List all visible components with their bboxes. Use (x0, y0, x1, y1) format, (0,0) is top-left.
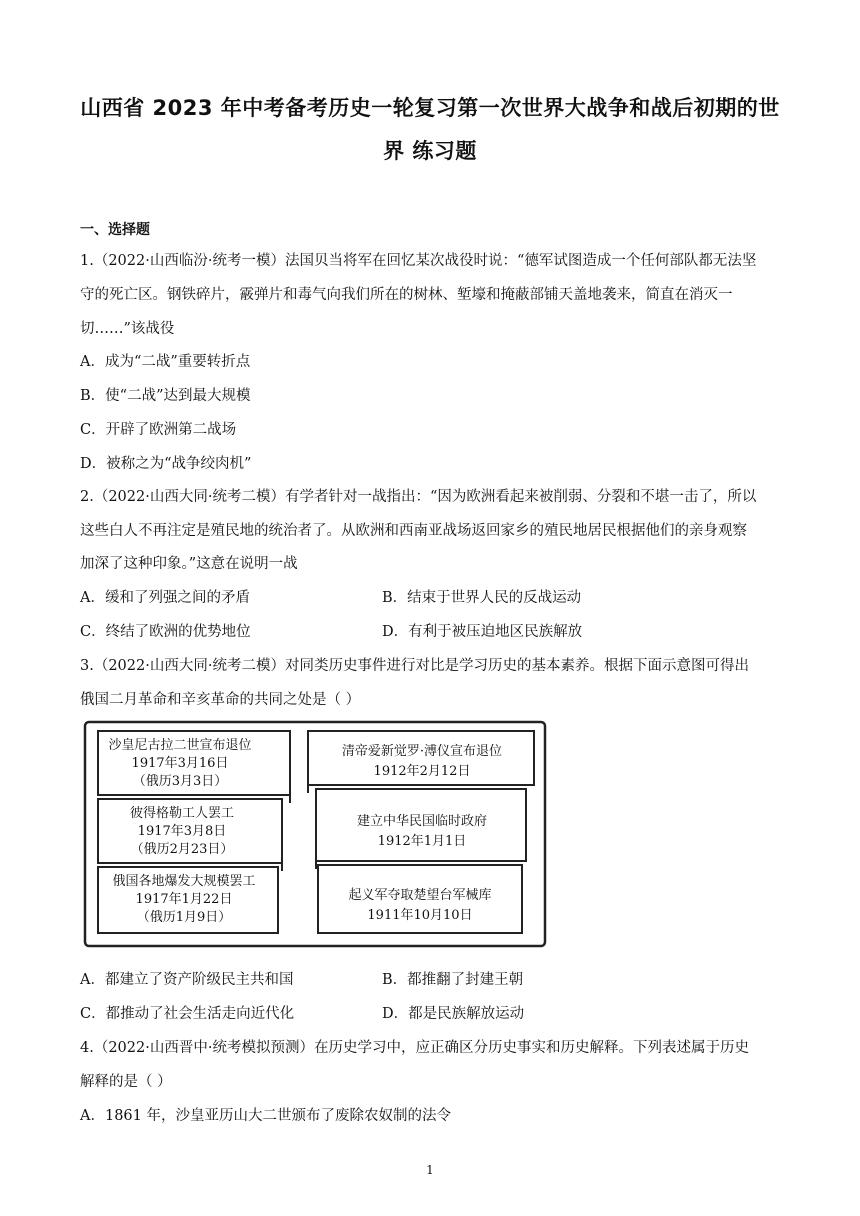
q2-option-b: B．结束于世界人民的反战运动 (382, 590, 582, 606)
q4-stem-line2: 解释的是（ ） (80, 1074, 172, 1090)
right-3-date: 1911年10月10日 (367, 908, 473, 923)
right-3-event: 起义军夺取楚望台军械库 (348, 888, 492, 903)
q4-option-a: A．1861 年，沙皇亚历山大二世颁布了废除农奴制的法令 (80, 1108, 451, 1124)
left-3-date: 1917年1月22日 (135, 892, 233, 907)
left-3-event: 俄国各地爆发大规模罢工 (112, 874, 256, 889)
q3-option-b: B．都推翻了封建王朝 (382, 972, 524, 988)
right-1-date: 1912年2月12日 (373, 764, 471, 779)
q1-option-a: A．成为“二战”重要转折点 (80, 354, 251, 370)
page-title-line2: 界 练习题 (383, 139, 477, 163)
q2-option-a: A．缓和了列强之间的矛盾 (80, 590, 250, 606)
right-2-event: 建立中华民国临时政府 (356, 814, 488, 829)
left-1-oldstyle: （俄历3月3日） (132, 774, 228, 789)
q2-option-c: C．终结了欧洲的优势地位 (80, 624, 251, 640)
q1-stem-line3: 切……”该战役 (80, 321, 175, 337)
q3-stem-line1: 3.（2022·山西大同·统考二模）对同类历史事件进行对比是学习历史的基本素养。根据下面示意图可得出 (80, 658, 749, 674)
q2-stem-line3: 加深了这种印象。”这意在说明一战 (80, 556, 298, 572)
q3-stem-line2: 俄国二月革命和辛亥革命的共同之处是（ ） (80, 692, 361, 708)
left-1-date: 1917年3月16日 (131, 756, 229, 771)
comparison-diagram (82, 719, 548, 949)
left-2-date: 1917年3月8日 (137, 824, 227, 839)
q3-option-d: D．都是民族解放运动 (382, 1006, 525, 1022)
section-heading: 一、选择题 (80, 222, 150, 238)
q1-stem-line2: 守的死亡区。钢铁碎片，霰弹片和毒气向我们所在的树林、堑壕和掩蔽部铺天盖地袭来，简直在消灭一 (80, 287, 733, 303)
q2-option-d: D．有利于被压迫地区民族解放 (382, 624, 583, 640)
q3-option-c: C．都推动了社会生活走向近代化 (80, 1006, 295, 1022)
left-3-oldstyle: （俄历1月9日） (136, 910, 232, 925)
page-number: 1 (426, 1163, 434, 1177)
q3-option-a: A．都建立了资产阶级民主共和国 (80, 972, 294, 988)
left-1-event: 沙皇尼古拉二世宣布退位 (108, 738, 252, 753)
right-1-event: 清帝爱新觉罗·溥仪宣布退位 (341, 744, 503, 759)
q1-stem-line1: 1.（2022·山西临汾·统考一模）法国贝当将军在回忆某次战役时说：“德军试图造成一个任何部队都无法坚 (80, 253, 757, 269)
q1-option-b: B．使“二战”达到最大规模 (80, 388, 251, 404)
q4-stem-line1: 4.（2022·山西晋中·统考模拟预测）在历史学习中，应正确区分历史事实和历史解释。下列表述属于历史 (80, 1040, 749, 1056)
q1-option-d: D．被称之为“战争绞肉机” (80, 456, 252, 472)
left-2-oldstyle: （俄历2月23日） (130, 842, 234, 857)
q2-stem-line2: 这些白人不再注定是殖民地的统治者了。从欧洲和西南亚战场返回家乡的殖民地居民根据他们的亲身观察 (80, 523, 747, 539)
page-title-line1: 山西省 2023 年中考备考历史一轮复习第一次世界大战争和战后初期的世 (80, 96, 780, 120)
right-2-date: 1912年1月1日 (377, 834, 467, 849)
q2-stem-line1: 2.（2022·山西大同·统考二模）有学者针对一战指出：“因为欧洲看起来被削弱、分裂和不堪一击了，所以 (80, 489, 757, 505)
left-2-event: 彼得格勒工人罢工 (129, 806, 235, 821)
q1-option-c: C．开辟了欧洲第二战场 (80, 422, 237, 438)
